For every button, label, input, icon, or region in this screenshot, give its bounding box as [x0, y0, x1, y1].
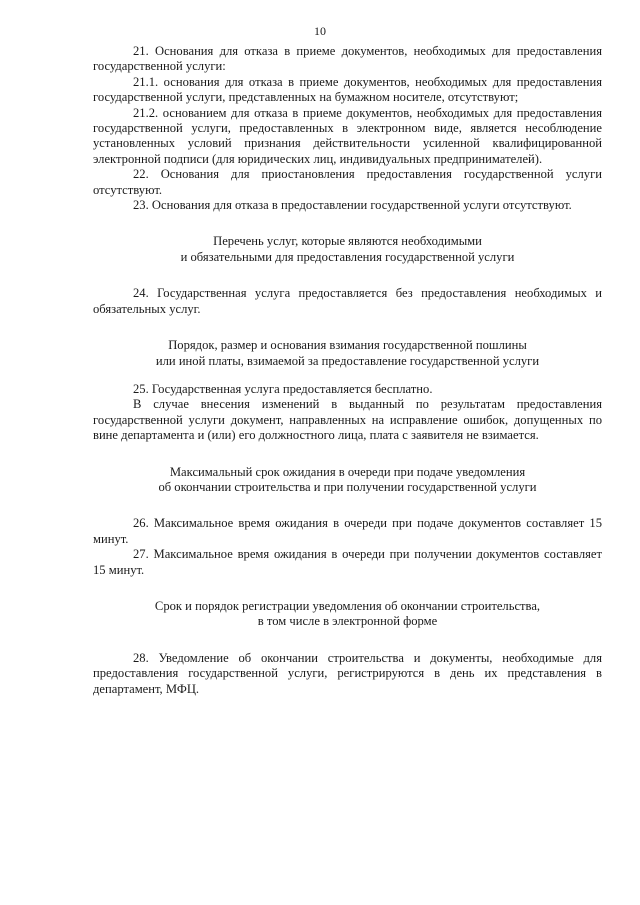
section-heading-line: Порядок, размер и основания взимания государственной пошлины	[168, 338, 527, 353]
paragraph-23: 23. Основания для отказа в предоставлении государственной услуги отсутствуют.	[133, 198, 572, 213]
paragraph-22: 22. Основания для приостановления предоставления государственной услуги отсутствуют.	[93, 167, 602, 197]
paragraph-26: 26. Максимальное время ожидания в очереди при подаче документов составляет 15 минут.	[93, 516, 602, 546]
paragraph-25-note: В случае внесения изменений в выданный по результатам предоставления государственной услуги документ, направленных на исправление ошибок, допущенных по вине департамента и (или) его должностного лица, плата с заявителя не взимается.	[93, 397, 602, 443]
paragraph-27: 27. Максимальное время ожидания в очереди при получении документов составляет 15 минут.	[93, 547, 602, 577]
paragraph-21: 21. Основания для отказа в приеме документов, необходимых для предоставления государственной услуги:	[93, 44, 602, 74]
section-heading-line: Максимальный срок ожидания в очереди при подаче уведомления	[169, 464, 526, 479]
paragraph-25: 25. Государственная услуга предоставляется бесплатно.	[133, 381, 433, 396]
paragraph-28: 28. Уведомление об окончании строительства и документы, необходимые для предоставления государственной услуги, регистрируются в день их представления в департамент, МФЦ.	[93, 650, 602, 696]
paragraph-24: 24. Государственная услуга предоставляется без предоставления необходимых и обязательных услуг.	[93, 286, 602, 316]
page-number: 10	[314, 24, 326, 38]
section-heading-line: Перечень услуг, которые являются необходимыми	[213, 234, 482, 249]
section-heading-line: или иной платы, взимаемой за предоставление государственной услуги	[155, 353, 540, 368]
section-heading-line: об окончании строительства и при получении государственной услуги	[158, 479, 537, 494]
section-heading-line: и обязательными для предоставления государственной услуги	[180, 249, 515, 264]
section-heading-line: Срок и порядок регистрации уведомления об окончании строительства,	[154, 598, 541, 613]
document-body	[93, 44, 602, 697]
section-heading-line: в том числе в электронной форме	[257, 614, 438, 629]
paragraph-21-2: 21.2. основанием для отказа в приеме документов, необходимых для предоставления государственной услуги, предоставленных в электронном виде, является несоблюдение установленных условий признания действительности усиленной квалифицированной электронной подписи (для юридических лиц, индивидуальных предпринимателей).	[93, 105, 602, 166]
paragraph-21-1: 21.1. основания для отказа в приеме документов, необходимых для предоставления государственной услуги, представленных на бумажном носителе, отсутствуют;	[93, 74, 602, 105]
